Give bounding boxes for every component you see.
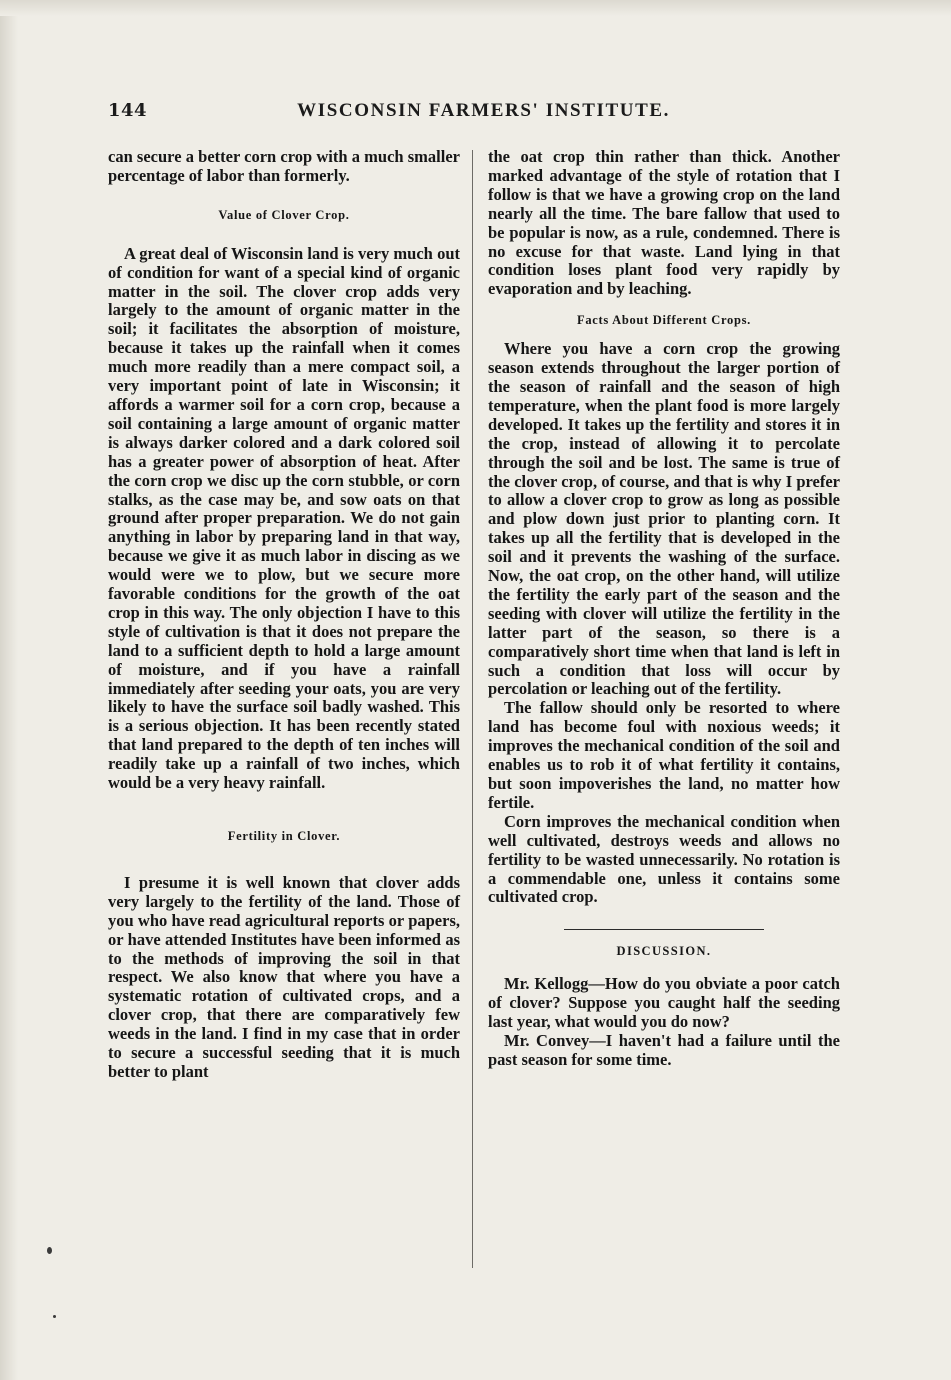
- discussion-paragraph-2: Mr. Convey—I haven't had a failure until the past season for some time.: [488, 1030, 840, 1069]
- column-divider: [472, 150, 473, 1268]
- section-heading-discussion: DISCUSSION.: [616, 944, 712, 959]
- left-intro-paragraph: can secure a better corn crop with a much smaller percentage of labor than formerly.: [108, 147, 460, 185]
- section-heading-fertility-in-clover: Fertility in Clover.: [227, 829, 341, 843]
- right-intro-paragraph: the oat crop thin rather than thick. Another marked advantage of the style of rotation that I follow is that we have a growing crop on the land nearly all the time. The bare fallow that used to be popular is now, as a rule, condemned. There is no excuse for that waste. Land lying in that condition loses plant food very rapidly by evaporation and by leaching.: [488, 147, 840, 299]
- scan-speck: [47, 1247, 52, 1254]
- section-rule: [564, 929, 764, 930]
- page-number: 144: [108, 100, 148, 121]
- section-heading-facts-about-crops: Facts About Different Crops.: [577, 313, 751, 328]
- scan-shadow-left: [0, 0, 18, 1380]
- running-head: WISCONSIN FARMERS' INSTITUTE.: [297, 100, 670, 121]
- discussion-paragraph-1: Mr. Kellogg—How do you obviate a poor catch of clover? Suppose you caught half the seeding last year, what would you do now?: [488, 974, 840, 1032]
- scan-shadow-top: [0, 0, 951, 16]
- facts-paragraph-3: Corn improves the mechanical condition when well cultivated, destroys weeds and allows no fertility to be wasted unnecessarily. No rotation is a commendable one, unless it contains some cultivated crop.: [488, 811, 840, 907]
- facts-paragraph-2: The fallow should only be resorted to where land has become foul with noxious weeds; it improves the mechanical condition of the soil and enables us to rob it of what fertility it contains, but soon impoverishes the land, no matter how fertile.: [488, 698, 840, 812]
- page-header: [108, 100, 670, 130]
- scan-speck: [53, 1315, 56, 1318]
- section-heading-clover-crop: Value of Clover Crop.: [218, 207, 350, 222]
- facts-paragraph-1: Where you have a corn crop the growing season extends throughout the larger portion of the season of rainfall and the season of high temperature, when the plant food is more largely developed. It takes up the fertility and stores it in the crop, instead of allowing it to percolate through the soil and be lost. The same is true of the clover crop, of course, and that is why I prefer to allow a clover crop to grow as long as possible and plow down just prior to planting corn. It takes up all the fertility that is developed in the soil and it prevents the washing of the surface. Now, the oat crop, on the other hand, will utilize the fertility the early part of the season and the seeding with clover will utilize the fertility in the latter part of the season, so there is a comparatively short time when that land is left in such a condition that loss will occur by percolation or leaching out of the fertility.: [488, 339, 840, 699]
- fertility-paragraph: I presume it is well known that clover adds very largely to the fertility of the land. Those of you who have read agricultural reports or papers, or have attended Institutes have been informed as to the methods of improving the soil in that respect. We also know that where you have a systematic rotation of cultivated crops, and a clover crop, that there are comparatively few weeds in the land. I find in my case that in order to secure a successful seeding that it is much better to plant: [108, 872, 460, 1081]
- left-column: [108, 148, 460, 1082]
- clover-crop-paragraph: A great deal of Wisconsin land is very much out of condition for want of a special kind of organic matter in the soil. The clover crop adds very largely to the amount of organic matter in the soil; it facilitates the absorption of moisture, because it takes up the rainfall when it comes much more readily than a mere compact soil, a very important point of late in Wisconsin; it affords a warmer soil for a corn crop, because a soil containing a large amount of organic matter is always darker colored and a dark colored soil has a greater power of absorption of heat. After the corn crop we disc up the corn stubble, or corn stalks, as the case may be, and sow oats on that ground after proper preparation. We do not gain anything in labor by preparing land in that way, because we give it as much labor in discing as we would were we to plow, but we secure more favorable conditions for the growth of the oat crop in this way. The only objection I have to this style of cultivation is that it does not prepare the land to a sufficient depth to hold a large amount of moisture, and if you have a rainfall immediately after seeding your oats, you are very likely to have the surface soil badly washed. This is a serious objection. It has been recently stated that land prepared to the depth of ten inches will readily take up a rainfall of two inches, which would be a very heavy rainfall.: [108, 243, 460, 793]
- right-column: [488, 148, 840, 1070]
